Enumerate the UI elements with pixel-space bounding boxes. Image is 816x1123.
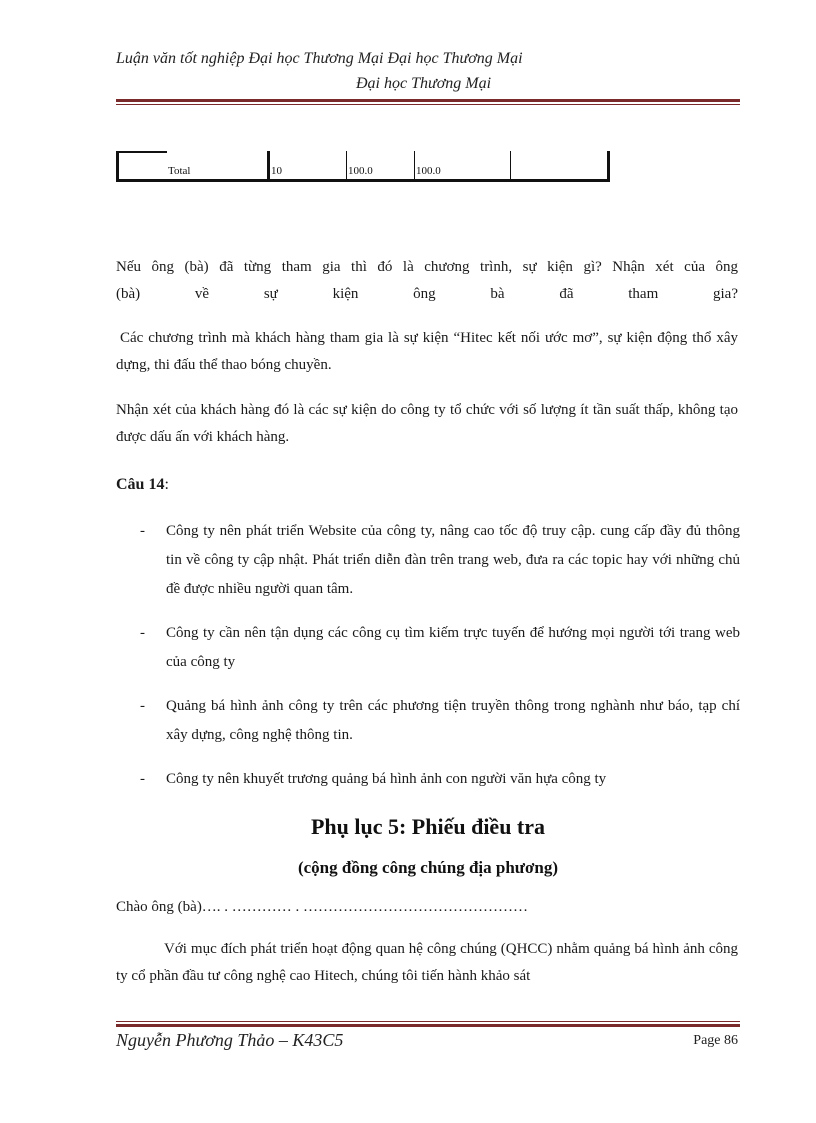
question-line-1: Nếu ông (bà) đã từng tham gia thì đó là chương trình, sự kiện gì? Nhận xét của ông xyxy=(116,259,738,275)
recommendation-list xyxy=(140,517,740,809)
header-rule-thin xyxy=(116,104,740,105)
total-row-table xyxy=(116,151,610,182)
answer-paragraph-2: Nhận xét của khách hàng đó là các sự kiện do công ty tổ chức với số lượng ít tần suất thấp, không tạo được dấu ấn với khách hàng. xyxy=(116,402,738,445)
list-item-text: Quảng bá hình ảnh công ty trên các phương tiện truyền thông trong nghành như báo, tạp chí xây dựng, công nghệ thông tin. xyxy=(166,698,740,743)
list-dash: - xyxy=(140,771,145,787)
answer-paragraph-1: Các chương trình mà khách hàng tham gia là sự kiện “Hitec kết nối ước mơ”, sự kiện động thổ xây dựng, thi đấu thể thao bóng chuyền. xyxy=(116,330,738,373)
total-valid-percent: 100.0 xyxy=(416,165,441,177)
list-item xyxy=(140,619,740,677)
list-item xyxy=(140,517,740,604)
header-title-continued: Đại học Thương Mại xyxy=(356,75,492,92)
footer-rule xyxy=(116,1024,740,1027)
question-line-2: (bà) về sự kiện ông bà đã tham gia? xyxy=(116,286,738,302)
table-divider xyxy=(510,151,511,179)
appendix-title: Phụ lục 5: Phiếu điều tra xyxy=(310,814,546,839)
footer-rule-thin xyxy=(116,1021,740,1022)
total-frequency: 10 xyxy=(271,165,282,177)
list-item xyxy=(140,765,740,794)
table-divider xyxy=(414,151,415,179)
page-number: Page 86 xyxy=(693,1033,738,1048)
table-divider xyxy=(346,151,347,179)
greeting-line: Chào ông (bà)…. . ………… . ……………………………………… xyxy=(116,899,529,915)
list-item-text: Công ty nên khuyết trương quảng bá hình ảnh con người văn hựa công ty xyxy=(166,771,607,787)
list-dash: - xyxy=(140,625,145,641)
list-dash: - xyxy=(140,698,145,714)
list-item xyxy=(140,692,740,750)
header-title: Luận văn tốt nghiệp Đại học Thương Mại Đại học Thương Mại xyxy=(116,50,523,67)
total-label: Total xyxy=(168,165,191,177)
question-14-colon: : xyxy=(164,476,169,493)
table-divider xyxy=(267,151,270,179)
list-item-text: Công ty cần nên tận dụng các công cụ tìm kiếm trực tuyến để hướng mọi người tới trang web của công ty xyxy=(166,625,740,670)
total-percent: 100.0 xyxy=(348,165,373,177)
appendix-subtitle: (cộng đồng công chúng địa phương) xyxy=(297,858,559,877)
intro-paragraph: Với mục đích phát triển hoạt động quan hệ công chúng (QHCC) nhằm quảng bá hình ảnh công ty cổ phần đầu tư công nghệ cao Hitech, chúng tôi tiến hành khảo sát xyxy=(116,941,738,984)
question-14-label: Câu 14 xyxy=(116,476,165,493)
list-dash: - xyxy=(140,523,145,539)
list-item-text: Công ty nên phát triển Website của công ty, nâng cao tốc độ truy cập. cung cấp đầy đủ thông tin về công ty cập nhật. Phát triển diễn đàn trên trang web, đưa ra các topic hay với những chủ đề được nhiều người quan tâm. xyxy=(166,523,740,597)
table-top-border xyxy=(119,151,167,153)
footer-author: Nguyễn Phương Thảo – K43C5 xyxy=(116,1030,344,1050)
question-14-heading xyxy=(116,476,169,494)
header-rule xyxy=(116,99,740,102)
